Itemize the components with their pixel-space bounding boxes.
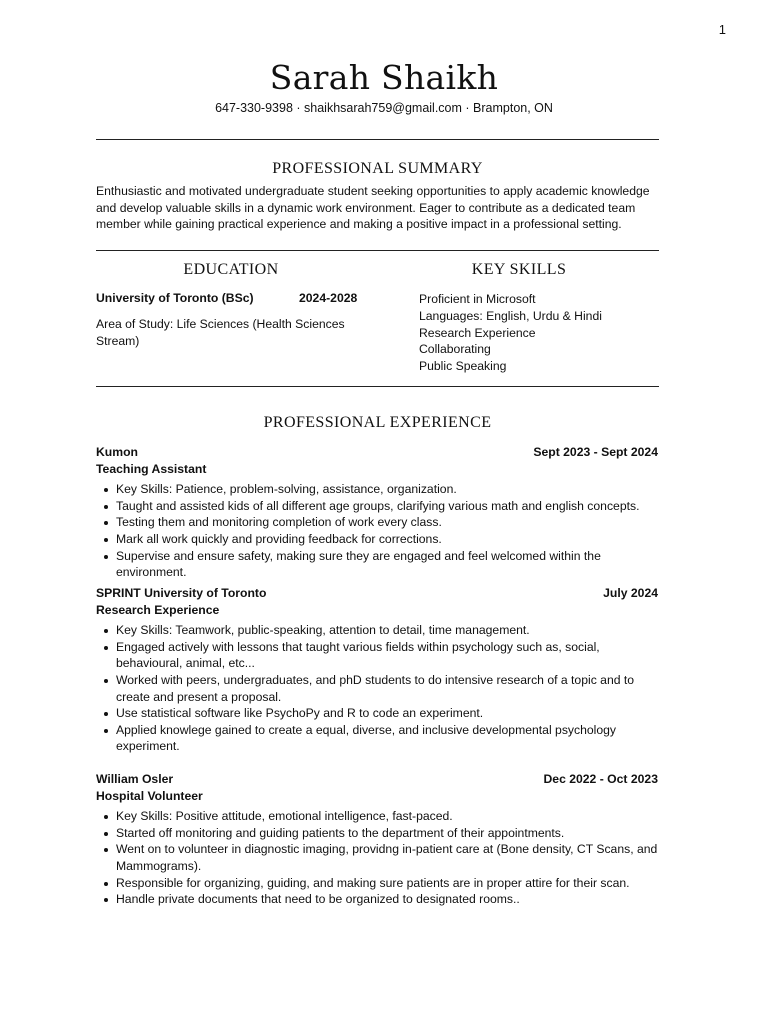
bullet-item: Use statistical software like PsychoPy and R to code an experiment. [116,705,658,722]
education-area: Area of Study: Life Sciences (Health Sciences Stream) [96,317,345,348]
job-bullets [96,622,658,755]
divider [96,386,659,387]
job-company: SPRINT University of Toronto [96,586,267,600]
bullet-item: Supervise and ensure safety, making sure they are engaged and feel welcomed within the environment. [116,548,658,581]
job-role: Hospital Volunteer [96,788,203,803]
divider [96,250,659,251]
bullet-item: Engaged actively with lessons that taught various fields within psychology such as, social, behavioural, animal, etc... [116,639,658,672]
skill-item: Collaborating [419,342,491,357]
job-bullets [96,481,658,581]
job-header-row [96,585,658,602]
bullet-item: Key Skills: Teamwork, public-speaking, attention to detail, time management. [116,622,658,639]
job-dates: July 2024 [603,586,658,600]
job-entry-sprint [96,585,658,755]
job-bullets [96,808,658,908]
skill-item: Proficient in Microsoft [419,292,536,306]
job-dates: Sept 2023 - Sept 2024 [533,445,658,459]
skills-heading: KEY SKILLS [471,261,567,278]
education-heading: EDUCATION [183,261,279,278]
page-number: 1 [718,22,726,37]
job-dates: Dec 2022 - Oct 2023 [543,772,658,786]
bullet-item: Key Skills: Positive attitude, emotional intelligence, fast-paced. [116,808,658,825]
bullet-item: Handle private documents that need to be organized to designated rooms.. [116,891,658,908]
job-role: Teaching Assistant [96,461,207,476]
job-role: Research Experience [96,602,220,617]
divider [96,139,659,140]
bullet-item: Key Skills: Patience, problem-solving, assistance, organization. [116,481,658,498]
bullet-item: Started off monitoring and guiding patients to the department of their appointments. [116,825,658,842]
skill-item: Public Speaking [419,359,507,374]
bullet-item: Applied knowlege gained to create a equal, diverse, and inclusive developmental psychology experiment. [116,722,658,755]
bullet-item: Worked with peers, undergraduates, and phD students to do intensive research of a topic and to create and present a proposal. [116,672,658,705]
resume-name: Sarah Shaikh [269,58,499,97]
skill-item: Research Experience [419,325,536,340]
contact-line: 647-330-9398 · shaikhsarah759@gmail.com · Brampton, ON [215,101,553,115]
bullet-item: Went on to volunteer in diagnostic imaging, providng in-patient care at (Bone density, CT Scans, and Mammograms). [116,842,658,873]
education-years: 2024-2028 [299,291,358,305]
job-header-row [96,444,658,461]
bullet-item: Testing them and monitoring completion of work every class. [116,514,658,531]
summary-heading: PROFESSIONAL SUMMARY [272,160,483,177]
education-school: University of Toronto (BSc) [96,291,254,305]
bullet-item: Responsible for organizing, guiding, and making sure patients are in proper attire for their scan. [116,875,658,892]
job-header-row [96,771,658,788]
job-entry-william-osler [96,771,658,908]
summary-text: Enthusiastic and motivated undergraduate student seeking opportunities to apply academic knowledge and develop valuable skills in a dynamic work environment. Eager to contribute as a dedicated team member while gaining practical experience and making a positive impact in a professional setting. [96,184,650,232]
job-entry-kumon [96,444,658,581]
skill-item: Languages: English, Urdu & Hindi [419,308,602,323]
skills-list [419,291,602,375]
bullet-item: Taught and assisted kids of all different age groups, clarifying various math and english concepts. [116,498,658,515]
job-company: Kumon [96,445,138,459]
job-company: William Osler [96,772,174,786]
bullet-item: Mark all work quickly and providing feedback for corrections. [116,531,658,548]
experience-heading: PROFESSIONAL EXPERIENCE [263,414,492,431]
